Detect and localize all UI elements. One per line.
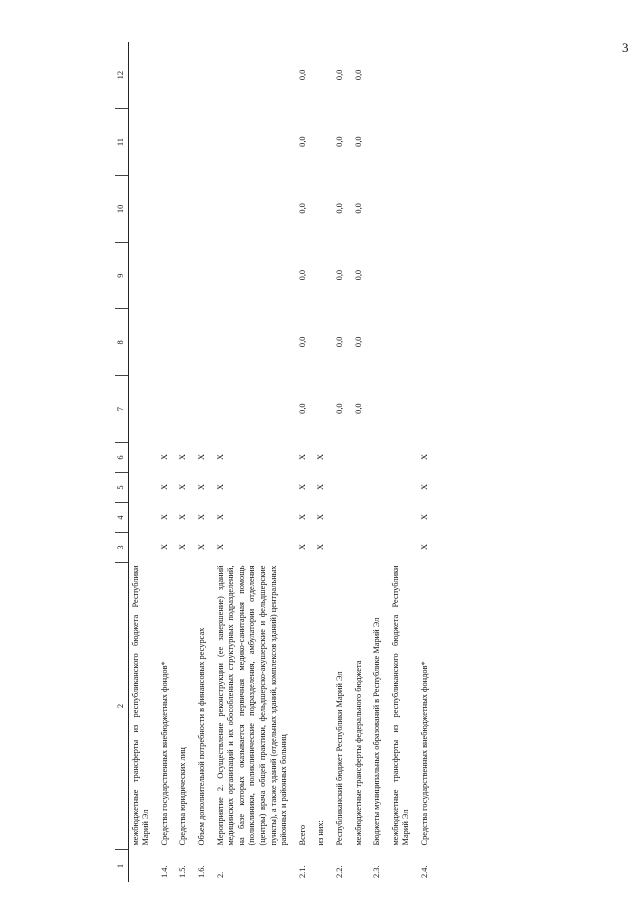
table-cell [370,42,389,109]
table-cell [389,443,418,473]
table-cell: 0,0 [297,203,307,214]
table-cell [176,376,195,443]
table-cell: X [419,453,429,461]
table-cell: X [297,483,307,491]
table-cell [214,309,296,376]
column-number-9: 9 [115,242,128,309]
table-cell: 0,0 [297,403,307,414]
row-number: 1.6. [196,865,206,878]
table-cell [176,309,195,376]
table-cell [370,533,389,563]
table-cell [195,309,214,376]
table-cell [418,109,437,176]
table-cell [352,443,371,473]
table-cell [389,533,418,563]
table-cell: 0,0 [334,69,344,81]
column-number-4: 4 [115,503,128,533]
table-cell: 0,0 [353,136,363,147]
table-cell [370,443,389,473]
table-cell [158,42,177,109]
row-number [314,850,333,883]
table-cell [214,376,296,443]
row-number: 1.4. [159,865,169,878]
table-cell [128,376,158,443]
table-cell: X [215,513,225,521]
table-cell [418,309,437,376]
table-cell [352,503,371,533]
table-row [296,42,315,882]
table-cell [418,242,437,309]
table-cell: X [316,543,326,551]
table-cell [195,176,214,243]
row-number: 2. [215,871,225,878]
table-cell: X [159,543,169,551]
table-cell [314,242,333,309]
row-label: межбюджетные трансферты из республиканского бюджета Республики Марий Эл [390,565,411,846]
table-row [418,42,437,882]
table-cell: X [178,453,188,461]
table-cell [195,376,214,443]
table-cell [389,242,418,309]
table-cell [314,376,333,443]
table-cell [333,533,352,563]
table-cell: X [316,513,326,521]
table-cell: 0,0 [334,136,344,147]
table-cell: X [297,513,307,521]
page-number: 3 [622,40,629,55]
table-cell [389,42,418,109]
table-row [128,42,158,882]
row-label: Средства государственных внебюджетных фондов* [159,661,169,846]
column-number-11: 11 [115,109,128,176]
table-cell: X [196,453,206,461]
table-cell [128,473,158,503]
row-number: 2.3. [372,865,382,878]
table-cell: 0,0 [297,269,307,281]
table-cell [214,176,296,243]
table-cell: X [316,453,326,461]
row-label: Объем дополнительной потребности в финансовых ресурсах [196,627,206,846]
table-cell: X [419,543,429,551]
table-cell [418,42,437,109]
row-label: Республиканский бюджет Республики Марий Эл [334,671,344,846]
column-number-3: 3 [115,533,128,563]
table-cell [370,503,389,533]
table-cell [214,242,296,309]
table-cell [352,473,371,503]
table-cell: 0,0 [297,336,307,348]
table-cell [195,242,214,309]
table-cell: X [159,483,169,491]
table-body [115,42,436,882]
table-cell [128,533,158,563]
table-cell [128,176,158,243]
row-label: Бюджеты муниципальных образований в Республике Марий Эл [372,617,382,846]
row-label: из них: [316,820,326,846]
table-row [214,42,296,882]
table-cell: X [297,453,307,461]
table-row [195,42,214,882]
table-cell: 0,0 [334,203,344,214]
table-row [158,42,177,882]
table-row [389,42,418,882]
table-row [176,42,195,882]
table-cell [418,376,437,443]
table-cell: X [196,483,206,491]
table-cell: X [178,543,188,551]
table-row [333,42,352,882]
table-cell [128,503,158,533]
table-cell [370,242,389,309]
row-number: 2.2. [334,865,344,878]
table-cell [389,109,418,176]
table-cell: X [196,513,206,521]
table-cell: 0,0 [297,136,307,147]
table-cell [370,309,389,376]
table-cell [352,533,371,563]
table-cell: X [196,543,206,551]
row-label: Мероприятие 2. Осуществление реконструкции (ее завершение) зданий медицинских организаций и их обособленных структурных подразделений, на базе которых оказывается первичная медико-санитарная помощь (поликлиники, поликлинические подразделения, амбулатории отделения (центры) врача общей практики, фельдшерско-акушерские и фельдшерские пункты), а также зданий (отдельных зданий, комплексов зданий) центральных районных и районных больниц [215,565,289,846]
table-cell [176,109,195,176]
table-cell: X [178,483,188,491]
table-cell: X [215,483,225,491]
table-cell [314,42,333,109]
table-cell [128,109,158,176]
table-cell: X [159,513,169,521]
table-cell [333,473,352,503]
table-cell [128,443,158,473]
row-number: 2.4. [419,865,429,878]
table-cell [389,376,418,443]
table-cell [176,42,195,109]
table-cell [370,176,389,243]
row-number [389,850,418,883]
table-row [370,42,389,882]
table-cell [195,109,214,176]
row-label: Средства юридических лиц [178,747,188,846]
table-cell [128,42,158,109]
table-cell [389,503,418,533]
table-cell [128,309,158,376]
table-cell [158,109,177,176]
row-number: 1.5. [178,865,188,878]
table-cell: 0,0 [334,336,344,348]
column-number-10: 10 [115,176,128,243]
table-cell [370,376,389,443]
table-cell [158,309,177,376]
table-row [352,42,371,882]
table-cell [333,503,352,533]
table-cell: 0,0 [353,403,363,414]
table-cell [176,242,195,309]
column-number-2: 2 [115,563,128,850]
table-cell [158,376,177,443]
table-cell [158,176,177,243]
table-row [314,42,333,882]
table-cell [370,109,389,176]
rotated-table-container [115,42,605,882]
row-label: межбюджетные трансферты федерального бюджета [353,660,363,846]
table-cell: X [215,543,225,551]
table-cell: X [419,513,429,521]
table-cell [128,242,158,309]
table-cell: 0,0 [353,336,363,348]
row-label: межбюджетные трансферты из республиканского бюджета Республики Марий Эл [130,565,151,846]
row-number [128,850,158,883]
table-cell [333,443,352,473]
table-cell: 0,0 [353,269,363,281]
column-number-row [115,42,128,882]
row-number: 2.1. [297,865,307,878]
table-cell [418,176,437,243]
table-cell [214,109,296,176]
table-cell: X [178,513,188,521]
table-cell [314,176,333,243]
column-number-7: 7 [115,376,128,443]
row-label: Средства государственных внебюджетных фондов* [419,661,429,846]
table-cell: 0,0 [353,203,363,214]
table-cell [158,242,177,309]
column-number-8: 8 [115,309,128,376]
table-cell: 0,0 [353,69,363,81]
table-cell [370,473,389,503]
table-cell [214,42,296,109]
table-cell: X [159,453,169,461]
row-label: Всего [297,824,307,846]
table-cell [389,473,418,503]
table-cell: X [215,453,225,461]
table-cell: 0,0 [334,403,344,414]
table-cell: 0,0 [297,69,307,81]
column-number-12: 12 [115,42,128,109]
column-number-1: 1 [115,850,128,883]
table-cell: 0,0 [334,269,344,281]
table-cell: X [297,543,307,551]
financing-table [115,42,436,882]
table-cell [389,176,418,243]
table-cell: X [316,483,326,491]
table-cell [195,42,214,109]
table-cell [314,309,333,376]
table-cell: X [419,483,429,491]
column-number-5: 5 [115,473,128,503]
row-number [352,850,371,883]
table-cell [176,176,195,243]
column-number-6: 6 [115,443,128,473]
table-cell [314,109,333,176]
table-cell [389,309,418,376]
